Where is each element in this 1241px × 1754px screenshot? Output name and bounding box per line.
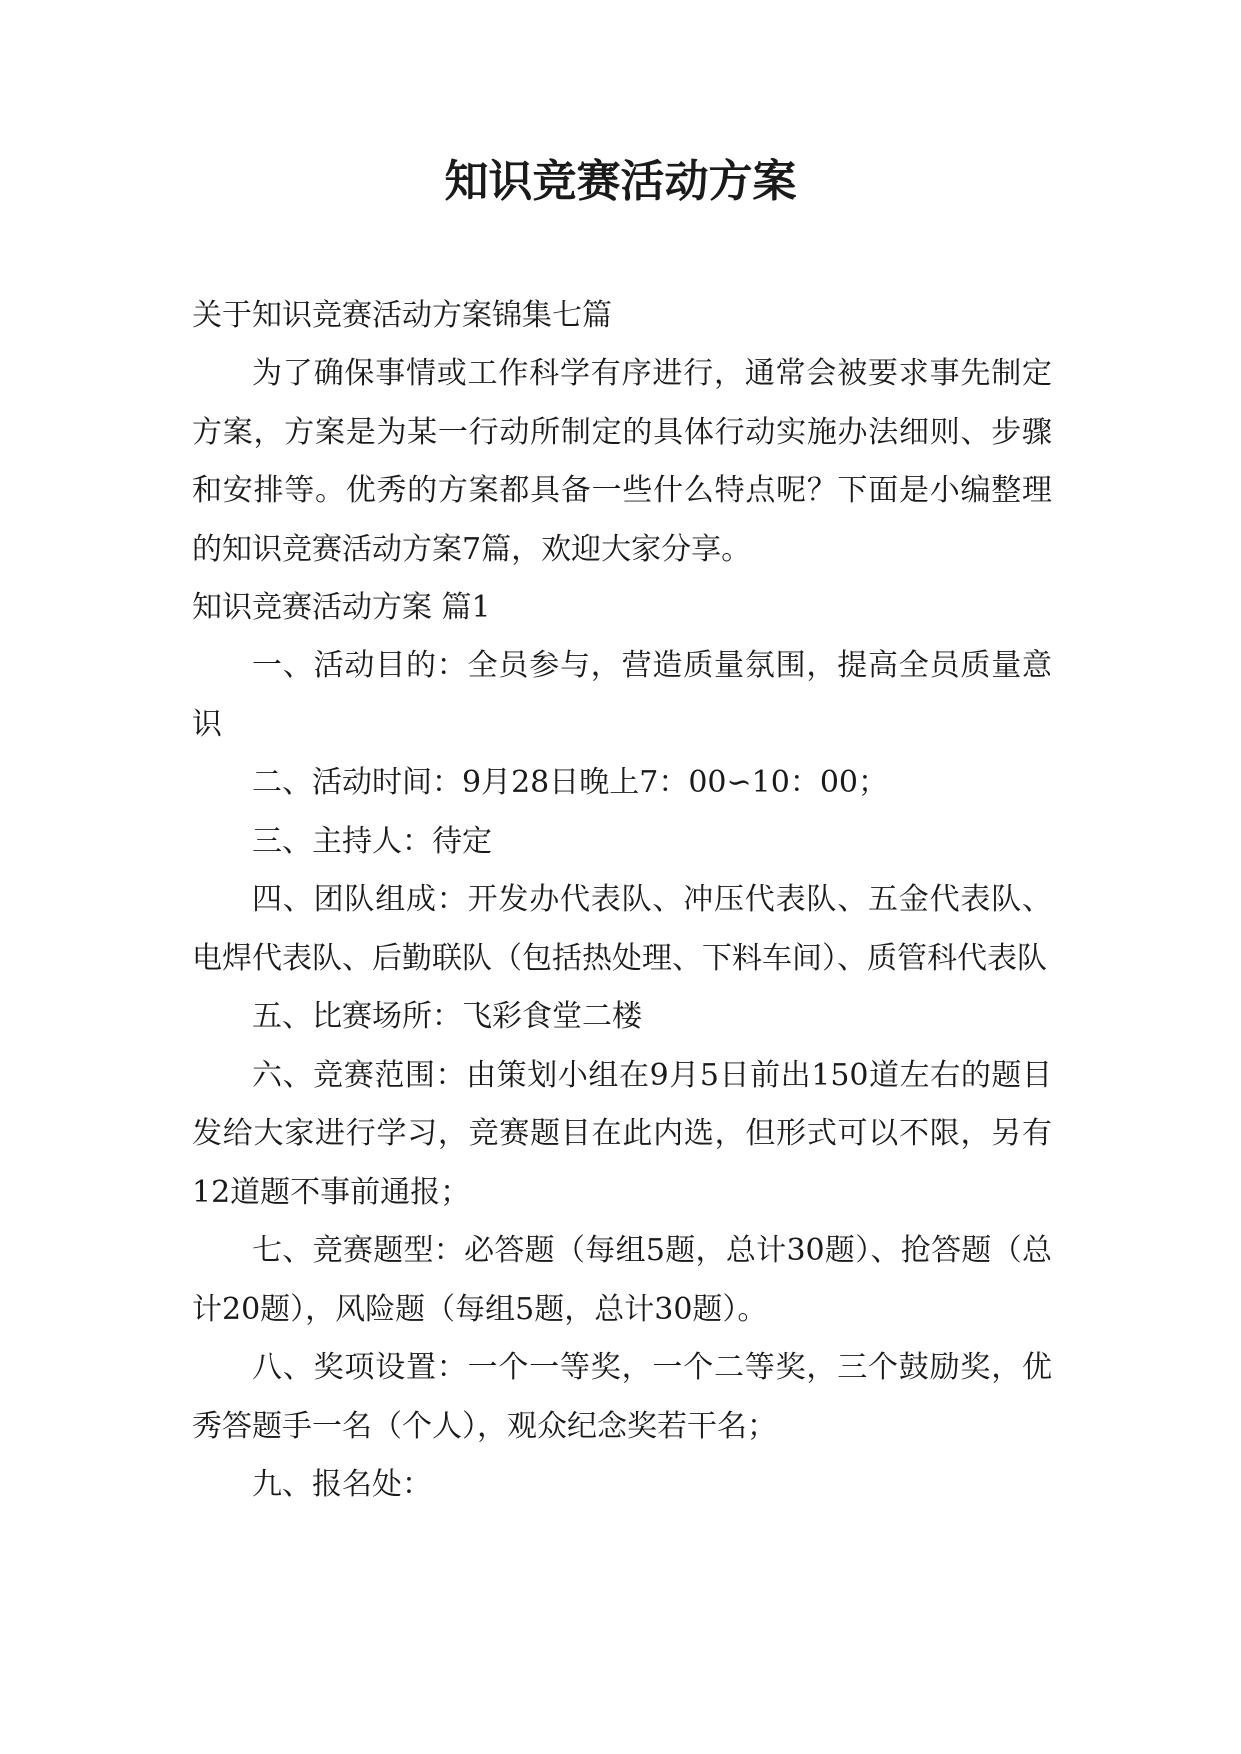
document-body — [192, 287, 1052, 1515]
item-host: 三、主持人：待定 — [252, 823, 492, 859]
intro-paragraph: 为了确保事情或工作科学有序进行，通常会被要求事先制定方案，方案是为某一行动所制定的具体行动实施办法细则、步骤和安排等。优秀的方案都具备一些什么特点呢？下面是小编整理的知识竞赛活动方案7篇，欢迎大家分享。 — [192, 356, 1052, 567]
item-purpose: 一、活动目的：全员参与，营造质量氛围，提高全员质量意识 — [192, 648, 1052, 742]
item-awards: 八、奖项设置：一个一等奖，一个二等奖，三个鼓励奖，优秀答题手一名（个人），观众纪念奖若干名； — [192, 1350, 1052, 1444]
item-scope: 六、竞赛范围：由策划小组在9月5日前出150道左右的题目发给大家进行学习，竞赛题目在此内选，但形式可以不限，另有12道题不事前通报； — [192, 1057, 1052, 1210]
item-venue: 五、比赛场所：飞彩食堂二楼 — [252, 999, 642, 1034]
item-teams: 四、团队组成：开发办代表队、冲压代表队、五金代表队、电焊代表队、后勤联队（包括热处理、下料车间）、质管科代表队 — [192, 882, 1052, 976]
document-subtitle: 关于知识竞赛活动方案锦集七篇 — [192, 298, 612, 333]
document-title: 知识竞赛活动方案 — [444, 156, 797, 207]
item-question-types: 七、竞赛题型：必答题（每组5题，总计30题）、抢答题（总计20题），风险题（每组5题，总计30题）。 — [192, 1233, 1052, 1327]
item-registration: 九、报名处： — [252, 1467, 432, 1502]
section-heading: 知识竞赛活动方案 篇1 — [192, 590, 491, 625]
item-time: 二、活动时间：9月28日晚上7：00∽10：00； — [252, 765, 889, 800]
